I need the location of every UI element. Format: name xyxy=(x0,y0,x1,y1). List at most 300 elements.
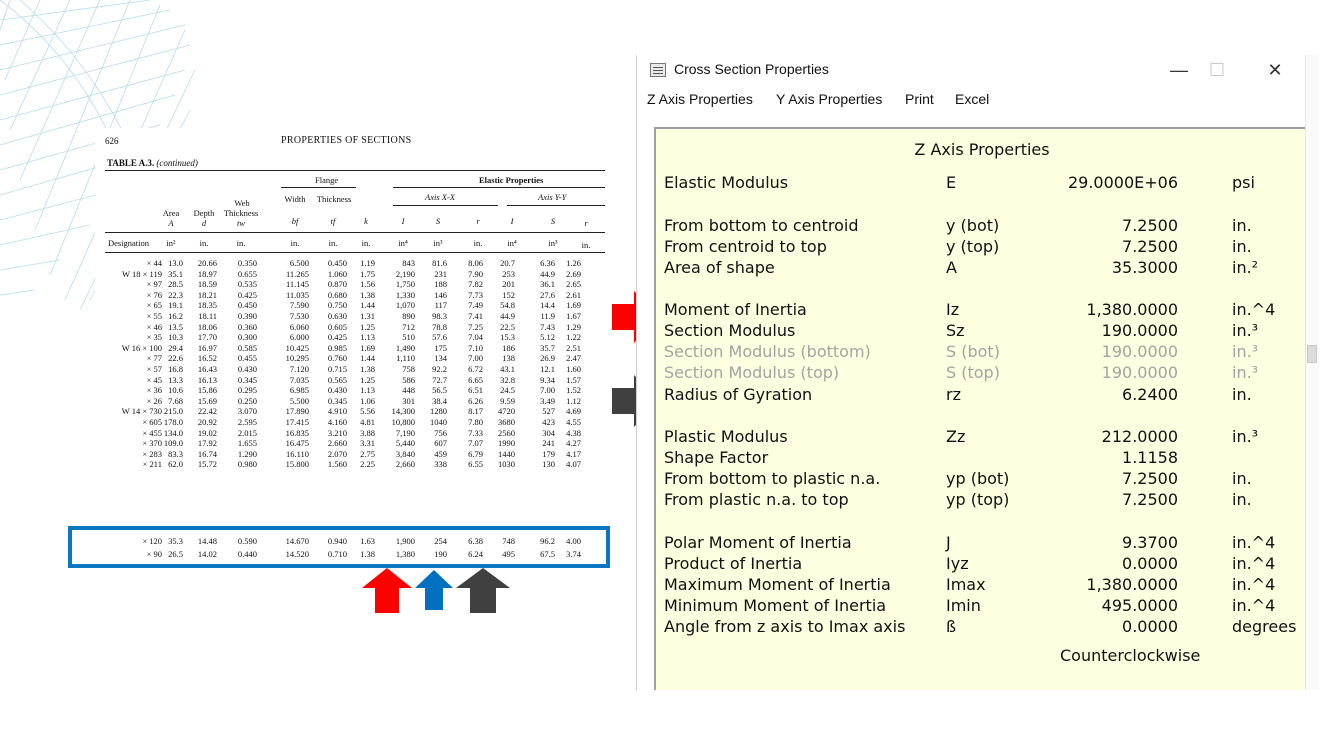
table-cell: 8.06 xyxy=(468,258,483,268)
table-cell: 3.31 xyxy=(360,438,375,449)
property-unit: in. xyxy=(1232,385,1252,404)
table-cell: 0.430 xyxy=(327,385,347,396)
table-cell: × 26 xyxy=(146,395,162,406)
table-cell: 0.295 xyxy=(237,385,257,396)
table-cell: 0.680 xyxy=(327,289,347,300)
table-cell: 1.52 xyxy=(566,385,581,396)
table-row xyxy=(95,311,610,322)
unit-ry: in. xyxy=(581,240,591,250)
header-flange: Flange xyxy=(315,175,339,185)
table-cell: 423 xyxy=(542,417,555,427)
table-cell: × 76 xyxy=(146,289,162,300)
properties-panel xyxy=(654,127,1306,690)
table-cell: × 211 xyxy=(142,459,162,470)
table-cell: 19.02 xyxy=(197,427,217,438)
property-value: 190.0000 xyxy=(1101,342,1178,361)
property-value: 190.0000 xyxy=(1101,321,1178,340)
unit-web: in. xyxy=(236,238,246,248)
table-cell: 1.60 xyxy=(566,364,581,374)
property-unit: in.³ xyxy=(1232,427,1259,446)
table-cell: 4.17 xyxy=(566,448,581,459)
table-cell: 10.295 xyxy=(285,353,309,364)
table-cell: 215.0 xyxy=(163,406,183,417)
table-cell: 2.070 xyxy=(327,448,347,459)
table-cell: × 605 xyxy=(142,417,162,427)
header-width: Width xyxy=(284,194,306,204)
table-cell: 2.25 xyxy=(360,459,375,470)
property-row xyxy=(656,172,1308,194)
table-cell: 13.3 xyxy=(168,374,183,385)
table-cell: 44.9 xyxy=(500,311,515,321)
table-cell: 2.660 xyxy=(327,438,347,449)
table-cell: 1.560 xyxy=(327,459,347,470)
property-symbol: Zz xyxy=(946,427,966,446)
menu-y-axis-properties[interactable]: Y Axis Properties xyxy=(776,91,883,107)
table-cell: 67.5 xyxy=(540,549,555,559)
property-symbol: A xyxy=(946,258,957,277)
property-row xyxy=(656,320,1308,342)
table-cell: 134.0 xyxy=(163,427,183,438)
arrow-up-gray-icon xyxy=(456,568,510,613)
property-value: 35.3000 xyxy=(1111,258,1178,277)
table-cell: 12.1 xyxy=(540,364,555,374)
table-cell: 3,840 xyxy=(395,448,415,459)
table-cell: 81.6 xyxy=(432,258,447,268)
table-cell: 6.38 xyxy=(468,536,483,546)
table-cell: × 45 xyxy=(146,374,162,385)
table-row xyxy=(95,258,610,269)
table-cell: 1,750 xyxy=(395,279,415,290)
table-cell: 0.565 xyxy=(327,374,347,385)
table-cell: 15.3 xyxy=(500,332,515,343)
table-cell: 756 xyxy=(434,427,447,438)
table-cell: 0.710 xyxy=(327,549,347,559)
table-cell: 28.5 xyxy=(168,279,183,290)
table-cell: 16.2 xyxy=(168,311,183,321)
table-cell: 20.66 xyxy=(197,258,217,268)
table-cell: 175 xyxy=(434,342,447,353)
table-cell: 15.800 xyxy=(285,459,309,470)
table-cell: 1.29 xyxy=(566,321,581,332)
table-cell: 32.8 xyxy=(500,374,515,385)
property-unit: in. xyxy=(1232,469,1252,488)
table-cell: 6.060 xyxy=(289,321,309,332)
property-symbol: Iz xyxy=(946,300,960,319)
property-unit: in. xyxy=(1232,216,1252,235)
table-cell: 15.86 xyxy=(197,385,217,396)
header-axis-x: Axis X-X xyxy=(425,192,455,202)
table-cell: × 57 xyxy=(146,364,162,374)
table-cell: 2.015 xyxy=(237,427,257,438)
table-row xyxy=(95,322,610,333)
table-cell: 7.43 xyxy=(540,321,555,332)
table-cell: 20.92 xyxy=(197,417,217,427)
table-cell: 179 xyxy=(542,448,555,459)
property-row xyxy=(656,489,1308,511)
table-cell: W 18 × 119 xyxy=(122,268,162,279)
table-cell: 6.51 xyxy=(468,385,483,396)
table-row xyxy=(95,364,610,375)
close-button[interactable]: ✕ xyxy=(1267,60,1283,80)
table-cell: × 90 xyxy=(146,549,162,559)
unit-k: in. xyxy=(361,238,371,248)
sym-k: k xyxy=(364,216,368,226)
table-cell: 13.0 xyxy=(168,258,183,268)
table-cell: 10.425 xyxy=(285,342,309,353)
table-cell: 16.74 xyxy=(197,448,217,459)
table-cell: 1.75 xyxy=(360,268,375,279)
table-cell: 43.1 xyxy=(500,364,515,374)
table-cell: 22.5 xyxy=(500,321,515,332)
table-cell: 1030 xyxy=(498,459,515,470)
table-cell: 3.49 xyxy=(540,395,555,406)
table-cell: 607 xyxy=(434,438,447,449)
table-cell: 1.655 xyxy=(237,438,257,449)
table-cell: 10.6 xyxy=(168,385,183,396)
table-cell: × 44 xyxy=(146,258,162,268)
property-label: From bottom to centroid xyxy=(664,216,859,235)
maximize-button[interactable]: ☐ xyxy=(1208,60,1226,80)
table-row xyxy=(95,459,610,470)
table-cell: 0.590 xyxy=(237,536,257,546)
table-cell: 3.74 xyxy=(566,549,581,559)
table-cell: 78.8 xyxy=(432,321,447,332)
table-cell: 6.72 xyxy=(468,364,483,374)
table-cell: W 14 × 730 xyxy=(121,406,162,417)
table-cell: 22.3 xyxy=(168,289,183,300)
table-cell: 16.475 xyxy=(285,438,309,449)
property-row xyxy=(656,257,1308,279)
property-unit: in.² xyxy=(1232,258,1259,277)
table-cell: 5,440 xyxy=(395,438,415,449)
table-cell: 0.980 xyxy=(237,459,257,470)
table-cell: 0.760 xyxy=(327,353,347,364)
property-row xyxy=(656,447,1308,469)
highlight-box xyxy=(68,526,610,568)
table-cell: 20.7 xyxy=(500,258,515,268)
table-cell: 338 xyxy=(434,459,447,470)
table-cell: 0.940 xyxy=(327,536,347,546)
table-cell: 5.500 xyxy=(289,395,309,406)
sym-sy: S xyxy=(550,216,556,226)
cross-section-window xyxy=(636,55,1306,690)
table-cell: 1.44 xyxy=(360,300,375,311)
table-row xyxy=(95,396,610,407)
table-row xyxy=(95,417,610,428)
table-cell: 117 xyxy=(434,300,447,311)
table-cell: 1990 xyxy=(498,438,515,449)
property-label: Moment of Inertia xyxy=(664,300,807,319)
table-cell: 188 xyxy=(434,279,447,290)
table-cell: 7.68 xyxy=(168,395,183,406)
property-unit: degrees xyxy=(1232,617,1297,636)
table-cell: 843 xyxy=(402,258,415,268)
table-cell: × 36 xyxy=(146,385,162,396)
arrow-up-red-icon xyxy=(362,568,412,613)
vertical-scrollbar[interactable] xyxy=(1305,55,1319,690)
sym-thickness: tf xyxy=(330,216,336,226)
property-value: 212.0000 xyxy=(1101,427,1178,446)
table-cell: 1.13 xyxy=(360,332,375,343)
minimize-button[interactable]: — xyxy=(1170,60,1188,80)
property-label: Elastic Modulus xyxy=(664,173,789,192)
property-symbol: ß xyxy=(946,617,957,636)
table-cell: 7.035 xyxy=(289,374,309,385)
table-cell: 0.425 xyxy=(327,332,347,343)
table-cell: 5.56 xyxy=(360,406,375,417)
table-cell: 1.31 xyxy=(360,311,375,321)
table-cell: 3.070 xyxy=(237,406,257,417)
table-cell: 0.535 xyxy=(237,279,257,290)
property-value: 7.2500 xyxy=(1122,469,1178,488)
table-cell: 7.00 xyxy=(468,353,483,364)
table-cell: 109.0 xyxy=(163,438,183,449)
unit-iy: in⁴ xyxy=(507,238,517,248)
table-cell: W 16 × 100 xyxy=(121,342,162,353)
table-cell: 758 xyxy=(402,364,415,374)
table-cell: 22.6 xyxy=(168,353,183,364)
rule-units-top xyxy=(105,232,605,233)
table-cell: 7.90 xyxy=(468,268,483,279)
table-cell: 3680 xyxy=(498,417,515,427)
table-cell: 0.715 xyxy=(327,364,347,374)
property-value: 0.0000 xyxy=(1122,617,1178,636)
table-cell: 0.655 xyxy=(237,268,257,279)
table-cell: 0.345 xyxy=(327,395,347,406)
table-cell: 1.69 xyxy=(360,342,375,353)
menu-z-axis-properties[interactable]: Z Axis Properties xyxy=(647,91,753,107)
property-symbol: S (top) xyxy=(946,363,1000,382)
table-cell: 7.41 xyxy=(468,311,483,321)
header-area: Area xyxy=(162,208,180,218)
unit-sy: in³ xyxy=(548,238,558,248)
table-cell: 0.425 xyxy=(237,289,257,300)
unit-ix: in⁴ xyxy=(398,238,408,248)
table-cell: × 455 xyxy=(142,427,162,438)
rule-units-bottom xyxy=(105,252,605,253)
table-cell: 18.21 xyxy=(197,289,217,300)
property-symbol: Iyz xyxy=(946,554,969,573)
table-cell: 6.36 xyxy=(540,258,555,268)
table-cell: 72.7 xyxy=(432,374,447,385)
table-cell: 16.835 xyxy=(285,427,309,438)
table-cell: 11.265 xyxy=(285,268,309,279)
table-cell: × 35 xyxy=(146,332,162,343)
table-row xyxy=(95,353,610,364)
table-cell: 130 xyxy=(542,459,555,470)
property-symbol: Sz xyxy=(946,321,965,340)
rule-axis-x xyxy=(393,205,498,206)
table-cell: 1.22 xyxy=(566,332,581,343)
table-cell: 1.25 xyxy=(360,321,375,332)
table-row xyxy=(95,406,610,417)
table-cell: 586 xyxy=(402,374,415,385)
table-cell: × 77 xyxy=(146,353,162,364)
table-cell: 14.670 xyxy=(285,536,309,546)
table-cell: 304 xyxy=(542,427,555,438)
table-cell: 254 xyxy=(434,536,447,546)
property-value: 495.0000 xyxy=(1101,596,1178,615)
title-bar[interactable] xyxy=(637,55,1306,85)
table-cell: 14.520 xyxy=(285,549,309,559)
table-cell: 29.4 xyxy=(168,342,183,353)
property-unit: in.^4 xyxy=(1232,575,1276,594)
table-cell: 4.55 xyxy=(566,417,581,427)
property-symbol: rz xyxy=(946,385,961,404)
table-cell: 1.12 xyxy=(566,395,581,406)
header-thickness: Thickness xyxy=(316,194,352,204)
table-cell: 7.04 xyxy=(468,332,483,343)
table-cell: × 46 xyxy=(146,321,162,332)
textbook-page xyxy=(95,128,610,580)
property-label: From bottom to plastic n.a. xyxy=(664,469,881,488)
property-label: From centroid to top xyxy=(664,237,827,256)
sym-depth: d xyxy=(201,218,207,228)
table-cell: 6.79 xyxy=(468,448,483,459)
property-value: 190.0000 xyxy=(1101,363,1178,382)
property-value: 1,380.0000 xyxy=(1086,575,1178,594)
table-cell: 7.00 xyxy=(540,385,555,396)
table-cell: 0.985 xyxy=(327,342,347,353)
property-row xyxy=(656,574,1308,596)
table-cell: 301 xyxy=(402,395,415,406)
table-cell: 0.250 xyxy=(237,395,257,406)
header-web-thickness: Thickness xyxy=(223,208,259,218)
property-label: From plastic n.a. to top xyxy=(664,490,849,509)
table-cell: 4.910 xyxy=(327,406,347,417)
property-unit: in. xyxy=(1232,490,1252,509)
table-cell: 146 xyxy=(434,289,447,300)
panel-title: Z Axis Properties xyxy=(914,140,1050,159)
table-cell: 1440 xyxy=(498,448,515,459)
property-row xyxy=(656,215,1308,237)
property-value: 1,380.0000 xyxy=(1086,300,1178,319)
table-cell: 4.38 xyxy=(566,427,581,438)
table-cell: 5.12 xyxy=(540,332,555,343)
property-label: Shape Factor xyxy=(664,448,769,467)
table-cell: 527 xyxy=(542,406,555,417)
table-cell: 16.8 xyxy=(168,364,183,374)
table-cell: 7.530 xyxy=(289,311,309,321)
table-cell: 38.4 xyxy=(432,395,447,406)
table-cell: 1,490 xyxy=(395,342,415,353)
table-cell: 96.2 xyxy=(540,536,555,546)
table-cell: 27.6 xyxy=(540,289,555,300)
table-cell: 712 xyxy=(402,321,415,332)
property-value: 1.1158 xyxy=(1122,448,1178,467)
unit-rx: in. xyxy=(473,238,483,248)
property-value: 7.2500 xyxy=(1122,490,1178,509)
table-cell: 2.51 xyxy=(566,342,581,353)
property-unit: in.^4 xyxy=(1232,300,1276,319)
table-cell: 459 xyxy=(434,448,447,459)
table-cell: 4.160 xyxy=(327,417,347,427)
table-cell: 44.9 xyxy=(540,268,555,279)
table-cell: 1,070 xyxy=(395,300,415,311)
table-cell: 26.5 xyxy=(168,549,183,559)
table-cell: 1.06 xyxy=(360,395,375,406)
property-unit: psi xyxy=(1232,173,1255,192)
table-cell: 1.38 xyxy=(360,549,375,559)
table-cell: 0.360 xyxy=(237,321,257,332)
table-cell: 4.27 xyxy=(566,438,581,449)
table-cell: 57.6 xyxy=(432,332,447,343)
menu-print[interactable]: Print xyxy=(905,91,934,107)
table-cell: 0.450 xyxy=(327,258,347,268)
menu-excel[interactable]: Excel xyxy=(955,91,990,107)
sym-rx: r xyxy=(476,216,480,226)
table-cell: 11.145 xyxy=(285,279,309,290)
table-cell: 19.1 xyxy=(168,300,183,311)
table-cell: 22.42 xyxy=(197,406,217,417)
property-row xyxy=(656,341,1308,363)
property-value: 0.0000 xyxy=(1122,554,1178,573)
table-cell: 0.455 xyxy=(237,353,257,364)
table-cell: 6.000 xyxy=(289,332,309,343)
table-cell: 18.35 xyxy=(197,300,217,311)
table-row xyxy=(95,343,610,354)
table-cell: 4.07 xyxy=(566,459,581,470)
table-cell: 18.59 xyxy=(197,279,217,290)
table-cell: 1.57 xyxy=(566,374,581,385)
property-symbol: yp (top) xyxy=(946,490,1010,509)
app-icon xyxy=(650,63,666,77)
table-cell: 35.1 xyxy=(168,268,183,279)
unit-depth: in. xyxy=(199,238,209,248)
table-cell: 510 xyxy=(402,332,415,343)
table-cell: 231 xyxy=(434,268,447,279)
table-cell: 7.73 xyxy=(468,289,483,300)
property-value: 9.3700 xyxy=(1122,533,1178,552)
scrollbar-thumb[interactable] xyxy=(1307,345,1317,363)
table-cell: 4.69 xyxy=(566,406,581,417)
table-row xyxy=(95,385,610,396)
table-cell: 14,300 xyxy=(391,406,415,417)
table-cell: 2.61 xyxy=(566,289,581,300)
table-cell: 3.88 xyxy=(360,427,375,438)
header-axis-y: Axis Y-Y xyxy=(538,192,567,202)
table-cell: 17.70 xyxy=(197,332,217,343)
table-cell: 1,330 xyxy=(395,289,415,300)
table-cell: 1,380 xyxy=(395,549,415,559)
table-cell: 1040 xyxy=(430,417,447,427)
table-cell: 201 xyxy=(502,279,515,290)
table-row xyxy=(95,290,610,301)
property-value: 7.2500 xyxy=(1122,216,1178,235)
table-cell: 16.97 xyxy=(197,342,217,353)
table-rule-top xyxy=(105,170,605,171)
property-row xyxy=(656,236,1308,258)
property-unit: in.^4 xyxy=(1232,533,1276,552)
table-cell: 54.8 xyxy=(500,300,515,311)
table-cell: 1.44 xyxy=(360,353,375,364)
table-cell: 6.65 xyxy=(468,374,483,385)
rotation-direction: Counterclockwise xyxy=(1060,646,1201,665)
header-elastic: Elastic Properties xyxy=(479,175,544,185)
table-cell: 18.97 xyxy=(197,268,217,279)
table-cell: 748 xyxy=(502,536,515,546)
table-cell: 495 xyxy=(502,549,515,559)
table-row xyxy=(95,375,610,386)
unit-width: in. xyxy=(290,238,300,248)
table-cell: 1.63 xyxy=(360,536,375,546)
table-cell: 1.25 xyxy=(360,374,375,385)
table-cell: 0.430 xyxy=(237,364,257,374)
table-cell: 1.38 xyxy=(360,289,375,300)
table-cell: 16.13 xyxy=(197,374,217,385)
property-label: Angle from z axis to Imax axis xyxy=(664,617,906,636)
property-row xyxy=(656,532,1308,554)
